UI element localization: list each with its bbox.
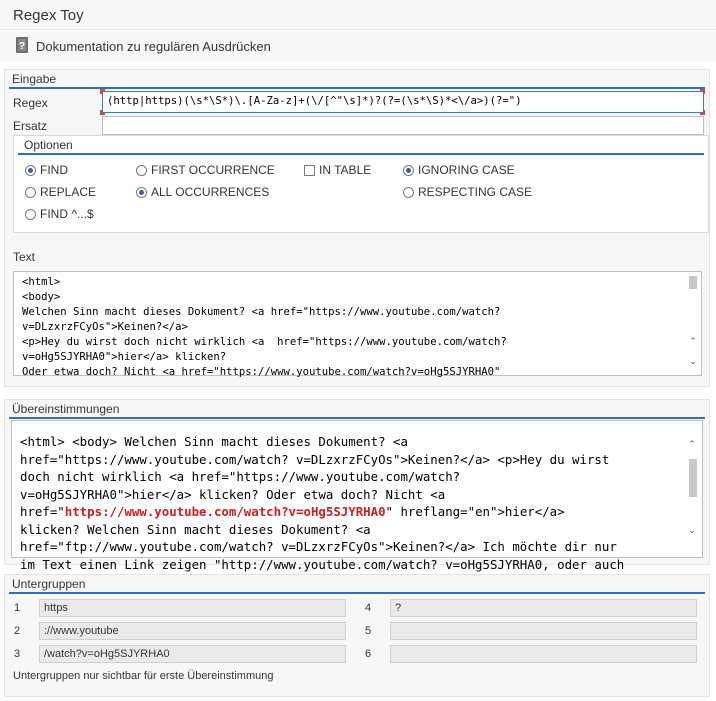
title-bar xyxy=(0,0,716,30)
options-title: Optionen xyxy=(24,138,73,152)
match-line: href="ftp://www.youtube.com/watch? v=DLzxrzFCyOs">Keinen?</a> Ich möchte dir nur xyxy=(20,539,617,554)
radio-indicator xyxy=(136,187,147,198)
documentation-label: Dokumentation zu regulären Ausdrücken xyxy=(36,39,271,54)
text-content xyxy=(14,272,701,380)
radio-find[interactable] xyxy=(25,163,68,177)
scroll-up-arrow-icon[interactable]: ⌃ xyxy=(689,336,697,346)
radio-replace-label: REPLACE xyxy=(40,185,97,199)
input-group-divider xyxy=(9,87,705,89)
scroll-up-arrow-icon[interactable]: ⌃ xyxy=(688,439,696,449)
subgroup-number: 6 xyxy=(365,648,372,660)
subgroups-divider xyxy=(9,592,705,594)
subgroups-note: Untergruppen nur sichtbar für erste Übereinstimmung xyxy=(13,670,274,682)
radio-find-full-label: FIND ^...$ xyxy=(40,207,94,221)
subgroup-2-field: ://www.youtube xyxy=(39,622,346,640)
scroll-thumb[interactable] xyxy=(689,276,697,289)
radio-respecting-case[interactable] xyxy=(403,185,532,199)
radio-indicator xyxy=(25,209,36,220)
radio-indicator xyxy=(403,165,414,176)
match-line: <html> <body> Welchen Sinn macht dieses Dokument? <a xyxy=(20,434,408,449)
match-line: klicken? Welchen Sinn macht dieses Dokument? <a xyxy=(20,521,371,537)
input-group xyxy=(4,69,710,387)
radio-indicator xyxy=(25,165,36,176)
checkbox-in-table[interactable] xyxy=(304,163,371,177)
subgroup-number: 5 xyxy=(365,625,372,637)
input-group-title: Eingabe xyxy=(12,72,57,86)
regex-label: Regex xyxy=(13,96,48,110)
help-book-icon xyxy=(14,36,30,57)
subgroup-number: 4 xyxy=(365,602,372,614)
text-input[interactable] xyxy=(13,271,702,376)
subgroup-1-field: https xyxy=(39,599,346,617)
matches-group xyxy=(4,399,710,572)
subgroup-number: 1 xyxy=(14,602,21,614)
radio-indicator xyxy=(25,187,36,198)
documentation-button[interactable] xyxy=(14,36,271,57)
matches-output xyxy=(11,420,703,572)
match-line: href="https://www.youtube.com/watch?v=oHg5SJYRHA0" hreflang="en">hier</a> xyxy=(20,504,565,519)
radio-find-label: FIND xyxy=(40,163,68,177)
subgroups-group xyxy=(4,574,710,697)
radio-first-occurrence-label: FIRST OCCURRENCE xyxy=(151,163,275,177)
text-line: <html> xyxy=(22,276,61,288)
scroll-down-arrow-icon[interactable]: ⌄ xyxy=(688,525,696,535)
focus-corner xyxy=(700,110,705,115)
text-line: <body> xyxy=(22,291,61,303)
match-line: doch nicht wirklich <a href="https://www.youtube.com/watch? xyxy=(20,469,461,484)
radio-first-occurrence[interactable] xyxy=(136,163,275,177)
text-line: Oder etwa doch? Nicht <a href="https://www.youtube.com/watch?v=oHg5SJYRHA0" xyxy=(22,366,501,378)
matches-content xyxy=(12,421,702,573)
subgroup-3-field: /watch?v=oHg5SJYRHA0 xyxy=(39,645,346,663)
radio-ignoring-case-label: IGNORING CASE xyxy=(418,163,515,177)
radio-find-full[interactable] xyxy=(25,207,94,221)
text-line: v=oHg5SJYRHA0">hier</a> klicken? xyxy=(22,351,227,363)
options-divider xyxy=(18,153,704,155)
radio-indicator xyxy=(403,187,414,198)
app-title: Regex Toy xyxy=(13,7,84,24)
text-line: Welchen Sinn macht dieses Dokument? <a href="https://www.youtube.com/watch? xyxy=(22,306,501,318)
focus-corner xyxy=(100,110,105,115)
match-line: href="https://www.youtube.com/watch? v=DLzxrzFCyOs">Keinen?</a> <p>Hey du wirst xyxy=(20,451,610,467)
options-box xyxy=(13,135,709,233)
replace-label: Ersatz xyxy=(13,119,48,133)
match-line: v=oHg5SJYRHA0">hier</a> klicken? Oder etwa doch? Nicht <a xyxy=(20,486,446,502)
focus-corner xyxy=(100,89,105,94)
radio-indicator xyxy=(136,165,147,176)
subgroup-4-field: ? xyxy=(390,599,697,617)
match-line: im Text einen Link zeigen "http://www.youtube.com/watch? v=oHg5SJYRHA0, oder auch xyxy=(20,556,625,572)
matches-title: Übereinstimmungen xyxy=(12,402,120,416)
text-line: <p>Hey du wirst doch nicht wirklich <a href="https://www.youtube.com/watch? xyxy=(22,336,507,348)
checkbox-in-table-label: IN TABLE xyxy=(319,163,372,177)
subgroup-6-field xyxy=(390,645,697,663)
matches-scrollbar[interactable] xyxy=(684,421,702,557)
radio-all-occurrences-label: ALL OCCURRENCES xyxy=(151,185,270,199)
matches-divider xyxy=(9,417,705,419)
radio-ignoring-case[interactable] xyxy=(403,163,515,177)
radio-replace[interactable] xyxy=(25,185,96,199)
subgroup-number: 2 xyxy=(14,625,21,637)
subgroup-5-field xyxy=(390,622,697,640)
scroll-down-arrow-icon[interactable]: ⌄ xyxy=(689,356,697,366)
subgroups-title: Untergruppen xyxy=(12,577,86,591)
scroll-thumb[interactable] xyxy=(689,459,697,497)
radio-all-occurrences[interactable] xyxy=(136,185,269,199)
replace-input[interactable] xyxy=(102,116,704,135)
subgroup-number: 3 xyxy=(14,648,21,660)
match-highlight: https://www.youtube.com/watch?v=oHg5SJYRHA0 xyxy=(64,504,386,519)
text-label: Text xyxy=(13,250,36,264)
text-line: v=DLzxrzFCyOs">Keinen?</a> xyxy=(22,321,188,333)
focus-corner xyxy=(700,89,705,94)
text-scrollbar[interactable] xyxy=(685,272,701,375)
toolbar xyxy=(0,31,716,61)
checkbox-indicator xyxy=(304,165,315,176)
radio-respecting-case-label: RESPECTING CASE xyxy=(418,185,533,199)
svg-text:?: ? xyxy=(18,41,26,52)
regex-input[interactable]: (http|https)(\s*\S*)\.[A-Za-z]+(\/[^"\s]*)?(?=(\s*\S)*<\/a>)(?=") xyxy=(102,91,704,113)
